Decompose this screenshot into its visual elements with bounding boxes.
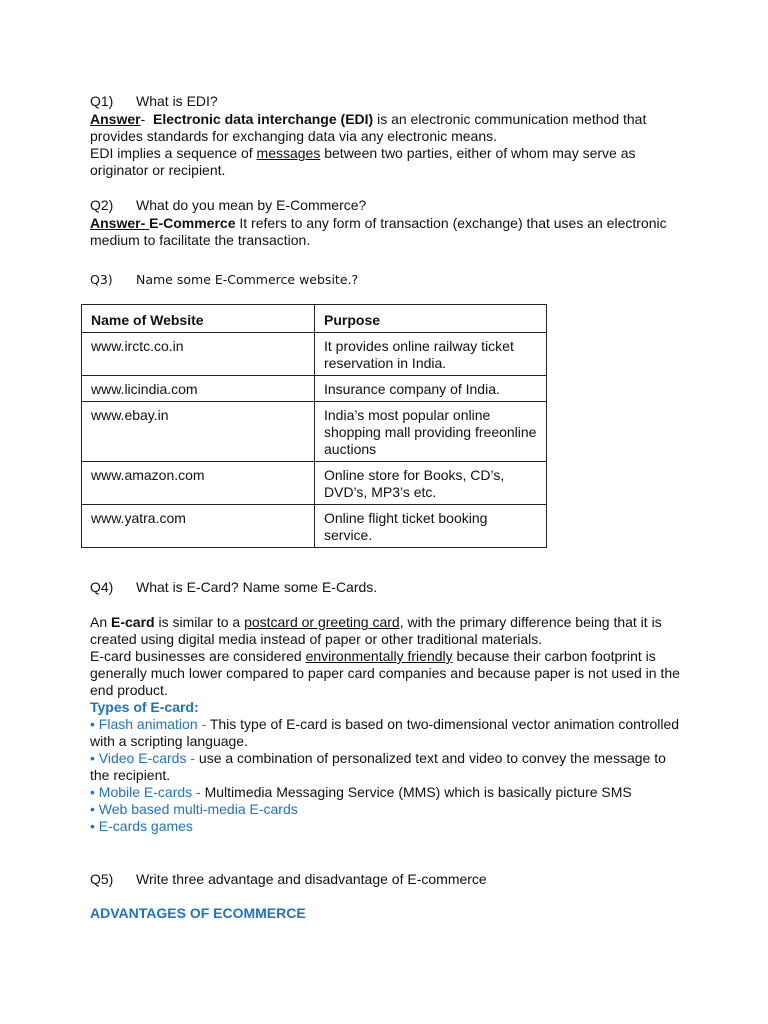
ecard-paragraph-1: [90, 614, 680, 648]
type-item: [90, 784, 680, 801]
type-item: [90, 818, 680, 835]
type-item: [90, 750, 680, 784]
cell-purpose: It provides online railway ticket reservation in India.: [315, 333, 547, 376]
cell-purpose: Online store for Books, CD’s, DVD’s, MP3’s etc.: [315, 462, 547, 505]
p1-pre: An: [90, 614, 112, 630]
table-header-row: [82, 305, 547, 333]
type-label: • Mobile E-cards -: [90, 784, 205, 800]
type-label: • Web based multi-media E-cards: [90, 801, 298, 817]
type-label: • Flash animation -: [90, 716, 210, 732]
q3-number: Q3): [90, 272, 113, 287]
ecard-paragraph-2: [90, 648, 680, 699]
type-desc: Multimedia Messaging Service (MMS) which is basically picture SMS: [204, 784, 632, 800]
q2-question: What do you mean by E-Commerce?: [136, 197, 367, 213]
q4-heading: [90, 579, 680, 596]
cell-purpose: Insurance company of India.: [315, 376, 547, 402]
table-row: [82, 376, 547, 402]
p1-mid: is similar to a: [154, 614, 245, 630]
q2-term: E-Commerce: [149, 215, 236, 231]
cell-site: www.amazon.com: [82, 462, 315, 505]
q1-number: Q1): [90, 93, 114, 109]
q1-answer: [90, 111, 680, 145]
type-label: • Video E-cards -: [90, 750, 199, 766]
q5-question: Write three advantage and disadvantage of E-commerce: [136, 871, 487, 887]
types-heading: Types of E-card:: [90, 699, 199, 715]
cell-site: www.ebay.in: [82, 402, 315, 462]
q1-heading: [90, 93, 680, 110]
type-desc: This type of E-card is based on two-dimensional vector animation controlled with a scripting language.: [90, 716, 680, 749]
q1-answer-label: Answer: [90, 111, 141, 127]
q1-term: Electronic data interchange (EDI): [153, 111, 374, 127]
table-row: [82, 505, 547, 548]
q4-question: What is E-Card? Name some E-Cards.: [136, 579, 378, 595]
header-purpose: Purpose: [315, 305, 547, 333]
p1-post: , with the primary difference being that it is created using digital media instead of paper or other traditional materials.: [90, 614, 662, 647]
advantages-heading: ADVANTAGES OF ECOMMERCE: [90, 905, 306, 921]
p2-post: because their carbon footprint is generally much lower compared to paper card companies and because paper is not used in the end product.: [90, 648, 680, 698]
type-item: [90, 716, 680, 750]
cell-purpose: Online flight ticket booking service.: [315, 505, 547, 548]
cell-site: www.yatra.com: [82, 505, 315, 548]
ecard-term: E-card: [111, 614, 155, 630]
type-desc: use a combination of personalized text and video to convey the message to the recipient.: [90, 750, 666, 783]
q2-number: Q2): [90, 197, 114, 213]
q2-heading: [90, 197, 680, 214]
q3-heading: [90, 271, 680, 288]
q3-section: [90, 271, 680, 288]
q2-answer-text: It refers to any form of transaction (exchange) that uses an electronic medium to facilitate the transaction.: [90, 215, 667, 248]
q4-section: [90, 579, 680, 596]
q1-question: What is EDI?: [136, 93, 218, 109]
q2-section: [90, 197, 680, 249]
table-row: [82, 402, 547, 462]
cell-site: www.licindia.com: [82, 376, 315, 402]
q2-answer-label: Answer-: [90, 215, 150, 231]
table-row: [82, 462, 547, 505]
table-row: [82, 333, 547, 376]
q5-heading: [90, 871, 680, 888]
q1-line2-pre: EDI implies a sequence of: [90, 145, 257, 161]
type-item: [90, 801, 680, 818]
q5-number: Q5): [90, 871, 114, 887]
environmentally-friendly-link: environmentally friendly: [305, 648, 453, 664]
q3-question: Name some E-Commerce website.?: [136, 272, 359, 287]
q1-section: [90, 93, 680, 179]
q1-answer-dash: -: [140, 111, 146, 127]
q2-answer: [90, 215, 680, 249]
q4-number: Q4): [90, 579, 114, 595]
q4-body: [90, 614, 680, 835]
q1-answer-text: is an electronic communication method that provides standards for exchanging data via any electronic means.: [90, 111, 647, 144]
websites-table: [81, 304, 547, 548]
messages-link: messages: [256, 145, 321, 161]
q1-line2-post: between two parties, either of whom may serve as originator or recipient.: [90, 145, 636, 178]
type-label: • E-cards games: [90, 818, 193, 834]
q1-answer-line2: [90, 145, 680, 179]
q5-section: [90, 871, 680, 888]
cell-site: www.irctc.co.in: [82, 333, 315, 376]
cell-purpose: India’s most popular online shopping mall providing freeonline auctions: [315, 402, 547, 462]
header-website: Name of Website: [82, 305, 315, 333]
p2-pre: E-card businesses are considered: [90, 648, 306, 664]
postcard-link: postcard or greeting card: [244, 614, 400, 630]
